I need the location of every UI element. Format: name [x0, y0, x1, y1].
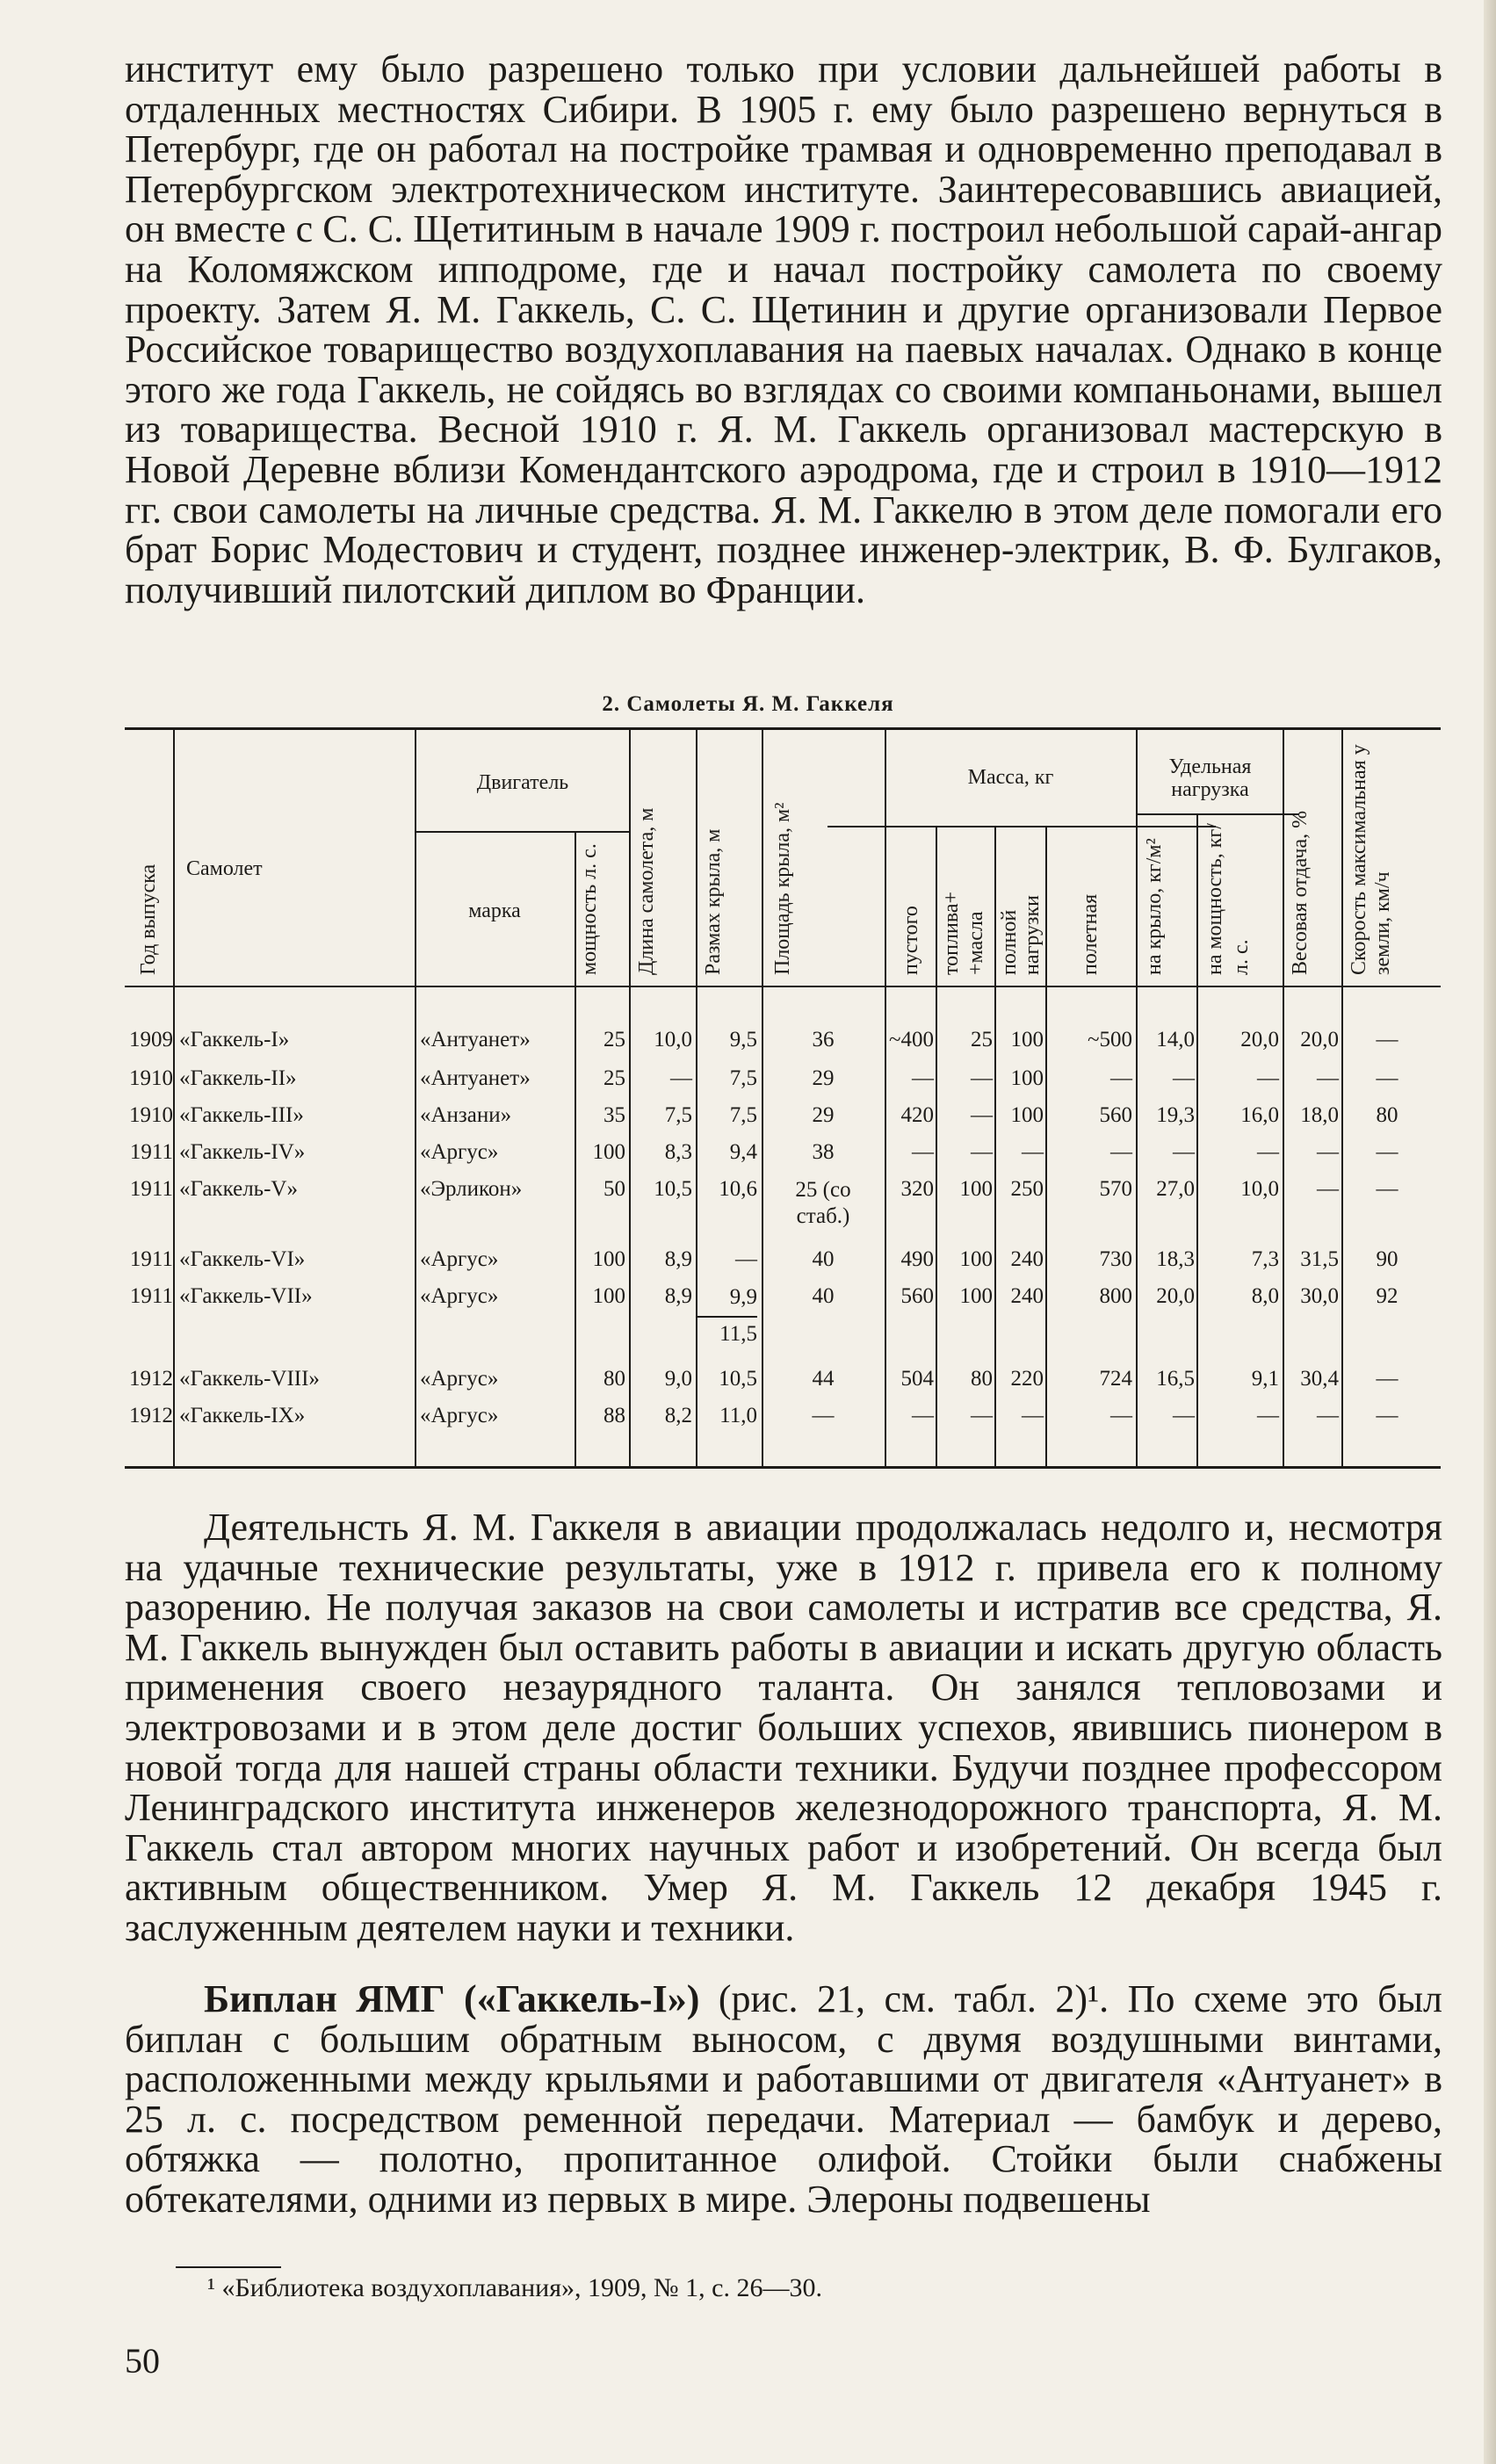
paragraph-2: Деятельнсть Я. М. Гаккеля в авиации продолжалась недолго и, несмотря на удачные технические результаты, уже в 1912 г. привела его к полному разорению. Не получая заказов на свои самолеты и истратив все средства, Я. М. Гаккель вынужден был оставить работы в авиации и искать другую область применения своего незаурядного таланта. Он занялся тепловозами и электровозами и в этом деле достиг больших успехов, явившись пионером в новой тогда для нашей страны области техники. Будучи позднее профессором Ленинградского института инженеров железнодорожного транспорта, Я. М. Гаккель стал автором многих научных работ и изобретений. Он всегда был активным общественником. Умер Я. М. Гаккель 12 декабря 1945 г. заслуженным деятелем науки и техники. — [125, 1506, 1442, 1949]
table-cell: ~500 — [1087, 1028, 1132, 1051]
table-cell: — — [1257, 1066, 1279, 1090]
table-cell: — — [1317, 1140, 1339, 1164]
table-cell: 44 — [812, 1367, 835, 1391]
table-cell: 100 — [1010, 1028, 1044, 1051]
page-number: 50 — [125, 2341, 160, 2381]
table-cell: — — [1110, 1066, 1132, 1090]
header-load-power: на мощность, кг/л. с. — [1203, 823, 1253, 975]
header-engine-power: мощность л. с. — [578, 843, 601, 975]
table-cell: — — [1376, 1066, 1398, 1090]
table-cell: — — [1317, 1404, 1339, 1427]
table-cell: — — [1173, 1066, 1195, 1090]
table-cell: 490 — [900, 1247, 934, 1271]
table-cell: 1910 — [129, 1066, 173, 1090]
table-cell: 724 — [1099, 1367, 1132, 1391]
table-cell: — — [1376, 1028, 1398, 1051]
table-cell: 25 — [603, 1066, 625, 1090]
page-edge — [1484, 0, 1496, 2464]
table-cell: 18,3 — [1156, 1247, 1195, 1271]
table-cell: — — [1376, 1177, 1398, 1201]
table-cell: 9,4 — [729, 1140, 757, 1164]
table-cell: 31,5 — [1300, 1247, 1339, 1271]
footnote-rule — [176, 2266, 281, 2268]
table-cell: «Гаккель-I» — [179, 1028, 290, 1051]
table-cell: «Аргус» — [420, 1140, 499, 1164]
header-plane: Самолет — [186, 857, 263, 880]
table-cell: 8,2 — [664, 1404, 692, 1427]
header-weight-ratio: Весовая отдача, % — [1289, 810, 1312, 975]
header-mass-flight: полетная — [1079, 893, 1102, 975]
table-cell: 30,0 — [1300, 1284, 1339, 1308]
table-top-rule — [125, 727, 1441, 730]
table-cell: 18,0 — [1300, 1103, 1339, 1127]
table-cell: 14,0 — [1156, 1028, 1195, 1051]
table-cell: — — [912, 1404, 934, 1427]
table-cell: ~400 — [888, 1028, 934, 1051]
paragraph-1: институт ему было разрешено только при условии дальнейшей работы в отдаленных местностях Сибири. В 1905 г. ему было разрешено вернуться в Петербург, где он работал на постройке трамвая и одновременно преподавал в Петербургском электротехническом институте. Заинтересовавшись авиацией, он вместе с С. С. Щетитиным в начале 1909 г. построил небольшой сарай-ангар на Коломяжском ипподроме, где и начал постройку самолета по своему проекту. Затем Я. М. Гаккель, С. С. Щетинин и другие организовали Первое Российское товарищество воздухоплавания на паевых началах. Однако в конце этого же года Гаккель, не сойдясь во взглядах со своими компаньонами, вышел из товарищества. Весной 1910 г. Я. М. Гаккель организовал мастерскую в Новой Деревне вблизи Комендантского аэродрома, где и строил в 1910—1912 гг. свои самолеты на личные средства. Я. М. Гаккелю в этом деле помогали его брат Борис Модестович и студент, позднее инженер-электрик, В. Ф. Булгаков, получивший пилотский диплом во Франции. — [125, 47, 1442, 611]
table-cell: «Гаккель-VI» — [179, 1247, 306, 1271]
table-cell: 100 — [959, 1177, 993, 1201]
table-cell: 320 — [900, 1177, 934, 1201]
table-cell: 570 — [1099, 1177, 1132, 1201]
table-cell: 9,9 11,5 — [697, 1284, 757, 1348]
header-load: Удельная нагрузка — [1168, 755, 1252, 801]
table-cell: 16,0 — [1240, 1103, 1279, 1127]
table-cell: «Эрликон» — [420, 1177, 523, 1201]
table-cell: 1912 — [129, 1404, 173, 1427]
header-mass: Масса, кг — [967, 766, 1054, 789]
table-cell: 10,6 — [719, 1177, 757, 1201]
table-cell: 90 — [1376, 1247, 1398, 1271]
table-cell: 40 — [812, 1284, 835, 1308]
table-cell: — — [1110, 1404, 1132, 1427]
table-cell: — — [1022, 1404, 1044, 1427]
table-cell: 20,0 — [1240, 1028, 1279, 1051]
table-cell: 1911 — [129, 1177, 173, 1201]
table-cell: «Аргус» — [420, 1284, 499, 1308]
table-cell: 80 — [1376, 1103, 1398, 1127]
table-cell: 1909 — [129, 1028, 173, 1051]
table-cell: 420 — [900, 1103, 934, 1127]
footnote: ¹ «Библиотека воздухоплавания», 1909, № 1, с. 26—30. — [207, 2273, 822, 2302]
table-cell: — — [1376, 1404, 1398, 1427]
table-cell: 20,0 — [1156, 1284, 1195, 1308]
table-cell: — — [912, 1140, 934, 1164]
table-cell: 40 — [812, 1247, 835, 1271]
table-cell: — — [812, 1404, 835, 1427]
engine-subrule — [415, 831, 629, 833]
table-cell: 240 — [1010, 1284, 1044, 1308]
table-cell: 30,4 — [1300, 1367, 1339, 1391]
table-cell: 100 — [592, 1247, 625, 1271]
table-bottom-rule — [125, 1466, 1441, 1469]
table-cell: 38 — [812, 1140, 835, 1164]
table-cell: 100 — [1010, 1103, 1044, 1127]
table-cell: 100 — [959, 1284, 993, 1308]
table-cell: «Гаккель-II» — [179, 1066, 297, 1090]
table-header-rule — [125, 986, 1441, 987]
table-cell: — — [1257, 1404, 1279, 1427]
table-cell: «Анзани» — [420, 1103, 512, 1127]
header-year: Год выпуска — [137, 863, 160, 975]
table-cell: 25 — [603, 1028, 625, 1051]
table-cell: 92 — [1376, 1284, 1398, 1308]
table-cell: 100 — [1010, 1066, 1044, 1090]
table-cell: 9,5 — [729, 1028, 757, 1051]
load-subrule — [1136, 813, 1299, 815]
table-cell: 240 — [1010, 1247, 1044, 1271]
table-caption: 2. Самолеты Я. М. Гаккеля — [602, 692, 894, 716]
header-speed: Скорость максимальная у земли, км/ч — [1348, 744, 1394, 975]
table-cell: 80 — [603, 1367, 625, 1391]
table-cell: 9,0 — [664, 1367, 692, 1391]
table-cell: 7,5 — [664, 1103, 692, 1127]
table-cell: 7,5 — [729, 1103, 757, 1127]
table-cell: 100 — [592, 1284, 625, 1308]
table-cell: 7,5 — [729, 1066, 757, 1090]
table-cell: «Гаккель-IV» — [179, 1140, 306, 1164]
table-cell: 9,1 — [1251, 1367, 1279, 1391]
table-cell: 250 — [1010, 1177, 1044, 1201]
header-mass-payload: полной нагрузки — [998, 894, 1044, 975]
table-cell: «Гаккель-V» — [179, 1177, 298, 1201]
table-cell: 10,0 — [1240, 1177, 1279, 1201]
table-cell: — — [1317, 1177, 1339, 1201]
paragraph-3 — [125, 1979, 1442, 2220]
header-length: Длина самолета, м — [635, 807, 658, 975]
table-cell: 88 — [603, 1404, 625, 1427]
table-cell: 560 — [1099, 1103, 1132, 1127]
table-cell: — — [971, 1066, 993, 1090]
table-cell: 50 — [603, 1177, 625, 1201]
table-cell: 10,5 — [654, 1177, 692, 1201]
table-cell: «Гаккель-III» — [179, 1103, 304, 1127]
paragraph-3-heading: Биплан ЯМГ («Гаккель-I») — [204, 1977, 700, 2020]
table-cell: — — [1173, 1404, 1195, 1427]
table-cell: «Гаккель-VII» — [179, 1284, 313, 1308]
table-cell: 100 — [959, 1247, 993, 1271]
aircraft-table — [125, 727, 1441, 1469]
table-cell: 29 — [812, 1066, 835, 1090]
header-load-wing: на крыло, кг/м² — [1143, 838, 1166, 975]
table-cell: 8,9 — [664, 1247, 692, 1271]
header-engine: Двигатель — [476, 771, 569, 794]
table-cell: — — [1022, 1140, 1044, 1164]
table-cell: — — [735, 1247, 757, 1271]
table-cell: 504 — [900, 1367, 934, 1391]
table-cell: — — [1376, 1367, 1398, 1391]
table-cell: 10,5 — [719, 1367, 757, 1391]
table-cell: 25 (со стаб.) — [795, 1178, 851, 1228]
table-cell: 27,0 — [1156, 1177, 1195, 1201]
table-cell: — — [1110, 1140, 1132, 1164]
table-cell: 1911 — [129, 1284, 173, 1308]
header-mass-fuel: топлива+ +масла — [940, 891, 987, 975]
header-engine-brand: марка — [468, 900, 521, 922]
table-cell: 8,0 — [1251, 1284, 1279, 1308]
header-span: Размах крыла, м — [702, 828, 725, 975]
table-cell: 29 — [812, 1103, 835, 1127]
table-cell: 1911 — [129, 1140, 173, 1164]
table-cell: — — [971, 1103, 993, 1127]
header-area: Площадь крыла, м² — [771, 802, 794, 975]
table-cell: 800 — [1099, 1284, 1132, 1308]
table-cell: — — [1317, 1066, 1339, 1090]
paragraph-3-text: (рис. 21, см. табл. 2)¹. По схеме это был биплан с большим обратным выносом, с двумя воздушными винтами, расположенными между крыльями и работавшими от двигателя «Антуанет» в 25 л. с. посредством ременной передачи. Материал — бамбук и дерево, обтяжка — полотно, пропитанное олифой. Стойки были снабжены обтекателями, одними из первых в мире. Элероны подвешены — [125, 1977, 1442, 2221]
table-cell: «Гаккель-IX» — [179, 1404, 306, 1427]
table-cell: 36 — [812, 1028, 835, 1051]
table-cell: «Аргус» — [420, 1367, 499, 1391]
table-cell: 19,3 — [1156, 1103, 1195, 1127]
table-cell: 11,0 — [719, 1404, 757, 1427]
table-cell: — — [1376, 1140, 1398, 1164]
table-cell: «Аргус» — [420, 1404, 499, 1427]
table-cell: «Аргус» — [420, 1247, 499, 1271]
table-cell: «Гаккель-VIII» — [179, 1367, 320, 1391]
table-cell: 7,3 — [1251, 1247, 1279, 1271]
header-mass-empty: пустого — [900, 906, 922, 975]
table-cell: — — [670, 1066, 692, 1090]
table-cell: 35 — [603, 1103, 625, 1127]
table-cell: 25 — [971, 1028, 993, 1051]
table-cell: 20,0 — [1300, 1028, 1339, 1051]
table-cell: 8,9 — [664, 1284, 692, 1308]
table-cell: — — [971, 1404, 993, 1427]
table-cell: 80 — [971, 1367, 993, 1391]
table-cell: 1912 — [129, 1367, 173, 1391]
table-cell: 1911 — [129, 1247, 173, 1271]
table-cell: — — [1257, 1140, 1279, 1164]
table-cell: «Антуанет» — [420, 1028, 531, 1051]
table-cell: — — [1173, 1140, 1195, 1164]
table-cell: «Антуанет» — [420, 1066, 531, 1090]
table-cell: — — [971, 1140, 993, 1164]
table-cell: 730 — [1099, 1247, 1132, 1271]
table-cell: 16,5 — [1156, 1367, 1195, 1391]
table-cell: 220 — [1010, 1367, 1044, 1391]
table-cell: 560 — [900, 1284, 934, 1308]
table-cell: 8,3 — [664, 1140, 692, 1164]
table-cell: 1910 — [129, 1103, 173, 1127]
table-cell: 10,0 — [654, 1028, 692, 1051]
table-cell: — — [912, 1066, 934, 1090]
table-cell: 100 — [592, 1140, 625, 1164]
